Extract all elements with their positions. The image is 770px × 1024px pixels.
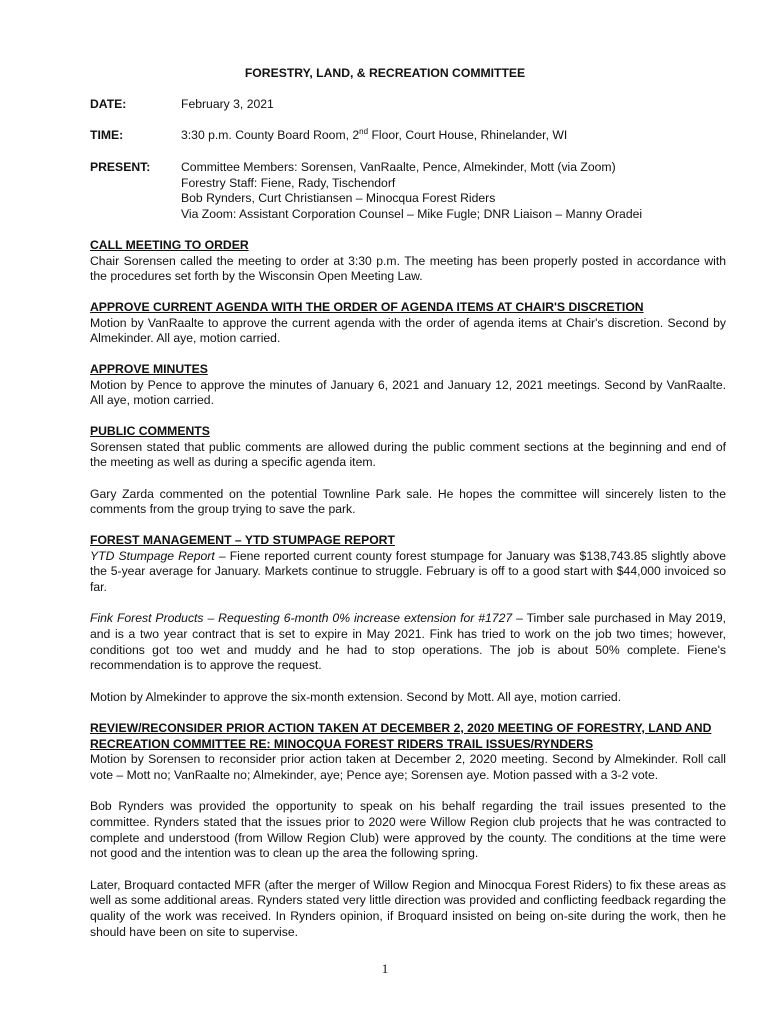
section-forest-management — [90, 533, 726, 705]
present-line: Committee Members: Sorensen, VanRaalte, Pence, Almekinder, Mott (via Zoom) — [181, 160, 616, 174]
section-heading: APPROVE CURRENT AGENDA WITH THE ORDER OF AGENDA ITEMS AT CHAIR'S DISCRETION — [90, 300, 644, 314]
section-heading: APPROVE MINUTES — [90, 362, 208, 376]
section-paragraph: Motion by Pence to approve the minutes of January 6, 2021 and January 12, 2021 meetings. Second by VanRaalte. All aye, motion carried. — [90, 377, 726, 408]
fink-text: – Timber sale purchased in May 2019, and is a two year contract that is set to expire in May 2021. Fink has tried to work on the job two times; however, conditions got too wet and muddy and he had to stop operations. The job is about 50% complete. Fiene's recommendation is to approve the request. — [90, 611, 726, 673]
present-line: Forestry Staff: Fiene, Rady, Tischendorf — [181, 175, 396, 190]
section-heading: REVIEW/RECONSIDER PRIOR ACTION TAKEN AT DECEMBER 2, 2020 MEETING OF FORESTRY, LAND AND RECREATION COMMITTEE RE: MINOCQUA FOREST RIDERS TRAIL ISSUES/RYNDERS — [90, 721, 712, 751]
time-label: TIME: — [90, 128, 124, 142]
section-call-to-order — [90, 238, 726, 285]
present-line: Bob Rynders, Curt Christiansen – Minocqua Forest Riders — [181, 191, 496, 206]
section-paragraph: Motion by VanRaalte to approve the current agenda with the order of agenda items at Chair's discretion. Second by Almekinder. All aye, motion carried. — [90, 315, 726, 346]
date-value: February 3, 2021 — [181, 97, 274, 111]
section-paragraph: Motion by Almekinder to approve the six-month extension. Second by Mott. All aye, motion carried. — [90, 689, 622, 704]
section-paragraph: Motion by Sorensen to reconsider prior action taken at December 2, 2020 meeting. Second by Almekinder. Roll call vote – Mott no; VanRaalte no; Almekinder, aye; Pence aye; Sorensen aye. Motion passed with a 3-2 vote. — [90, 752, 726, 783]
section-paragraph: Later, Broquard contacted MFR (after the merger of Willow Region and Minocqua Forest Riders) to fix these areas as well as some additional areas. Rynders stated very little direction was provided and conflicting feedback regarding the quality of the work was received. In Rynders opinion, if Broquard insisted on being on-site during the work, then he should have been on site to supervise. — [90, 877, 726, 939]
stumpage-paragraph — [90, 549, 726, 596]
time-value — [181, 128, 741, 144]
section-heading: CALL MEETING TO ORDER — [90, 238, 249, 252]
page-number: 1 — [381, 961, 389, 976]
section-paragraph: Bob Rynders was provided the opportunity to speak on his behalf regarding the trail issues presented to the committee. Rynders stated that the issues prior to 2020 were Willow Region club projects that he was contracted to complete and understood (from Willow Region Club) were approved by the county. The conditions at the time were not good and the intention was to clean up the area the following spring. — [90, 799, 726, 861]
time-value-part-a: 3:30 p.m. County Board Room, 2 — [181, 128, 360, 142]
date-label: DATE: — [90, 97, 127, 111]
time-value-part-b: Floor, Court House, Rhinelander, WI — [368, 128, 568, 142]
section-paragraph: Sorensen stated that public comments are allowed during the public comment sections at the beginning and end of the meeting as well as during a specific agenda item. — [90, 439, 726, 470]
stumpage-italic: YTD Stumpage Report — [90, 548, 215, 563]
present-line: Via Zoom: Assistant Corporation Counsel – Mike Fugle; DNR Liaison – Manny Oradei — [181, 207, 643, 222]
document-title: FORESTRY, LAND, & RECREATION COMMITTEE — [244, 66, 526, 80]
fink-italic: Fink Forest Products – Requesting 6-month 0% increase extension for #1727 — [90, 611, 513, 626]
time-value-superscript: nd — [359, 126, 369, 136]
section-heading: PUBLIC COMMENTS — [90, 424, 210, 438]
stumpage-text: – Fiene reported current county forest stumpage for January was $138,743.85 slightly above the 5-year average for January. Markets continue to struggle. February is off to a good start with $44,000 invoiced so far. — [90, 548, 726, 595]
section-approve-minutes — [90, 362, 726, 409]
present-label: PRESENT: — [90, 160, 151, 174]
section-approve-agenda — [90, 300, 726, 347]
section-paragraph: Gary Zarda commented on the potential Townline Park sale. He hopes the committee will sincerely listen to the comments from the group trying to save the park. — [90, 486, 726, 517]
present-list — [181, 160, 741, 223]
section-paragraph: Chair Sorensen called the meeting to order at 3:30 p.m. The meeting has been properly posted in accordance with the procedures set forth by the Wisconsin Open Meeting Law. — [90, 253, 726, 284]
section-review-reconsider — [90, 721, 726, 940]
fink-paragraph — [90, 611, 726, 674]
section-heading: FOREST MANAGEMENT – YTD STUMPAGE REPORT — [90, 533, 395, 547]
section-public-comments — [90, 424, 726, 518]
